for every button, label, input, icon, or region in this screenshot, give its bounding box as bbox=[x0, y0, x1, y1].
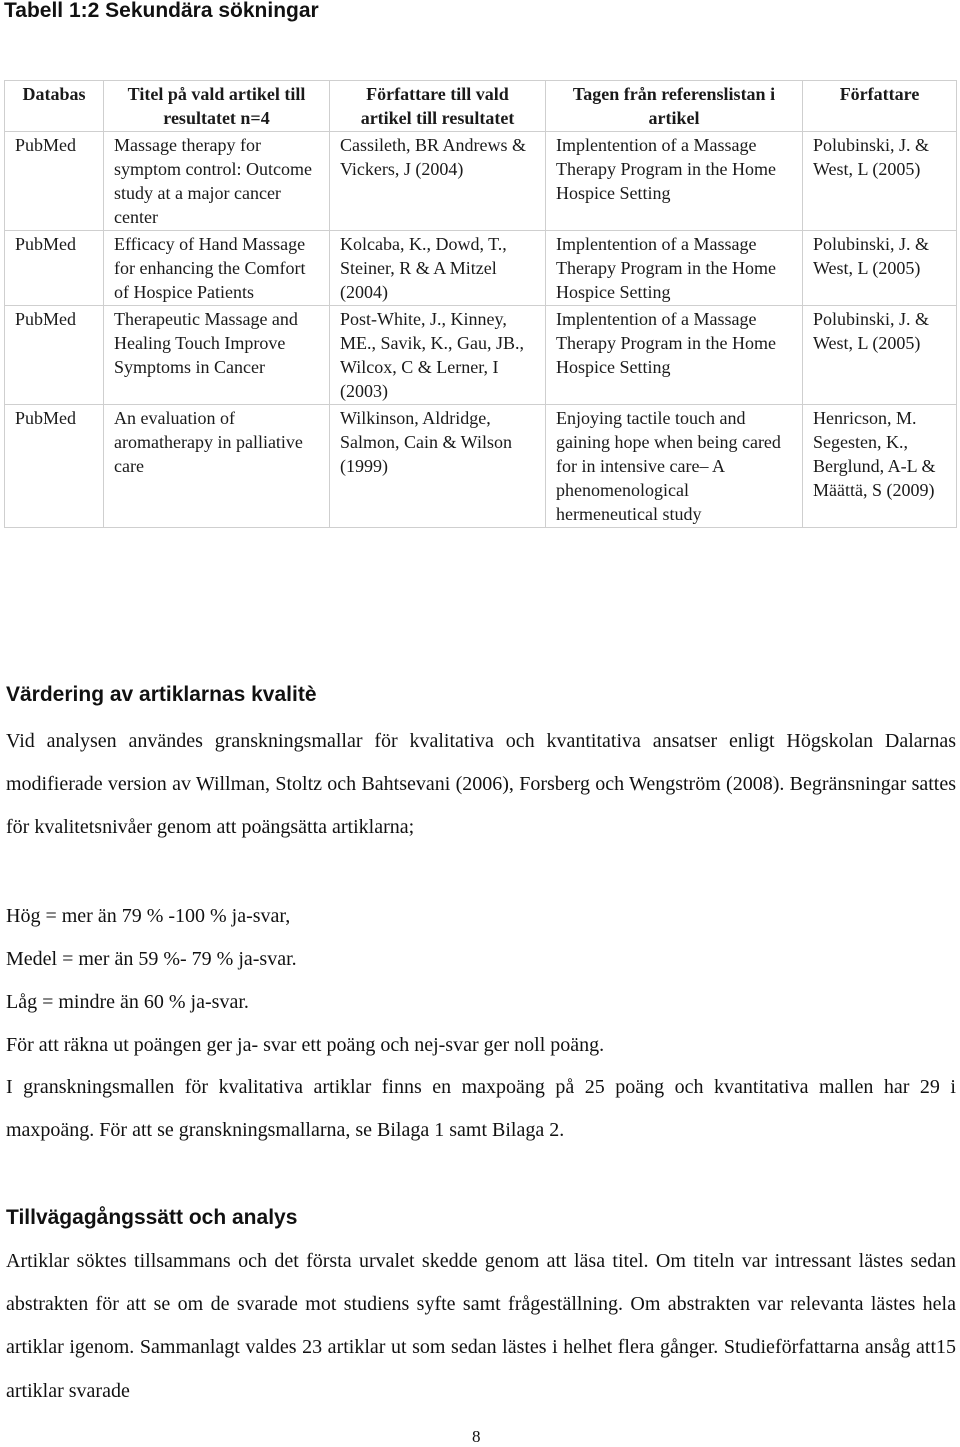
table-row bbox=[5, 405, 957, 528]
cell-database: PubMed bbox=[5, 405, 104, 528]
cell-authors: Post-White, J., Kinney, ME., Savik, K., Gau, JB., Wilcox, C & Lerner, I (2003) bbox=[330, 306, 546, 405]
cell-authors: Cassileth, BR Andrews & Vickers, J (2004) bbox=[330, 132, 546, 231]
cell-source: Implentention of a Massage Therapy Program in the Home Hospice Setting bbox=[546, 306, 803, 405]
procedure-heading: Tillvägagångssätt och analys bbox=[6, 1206, 298, 1229]
max-points-paragraph: I granskningsmallen för kvalitativa artiklar finns en maxpoäng på 25 poäng och kvantitativa mallen har 29 i maxpoäng. För att se granskningsmallarna, se Bilaga 1 samt Bilaga 2. bbox=[6, 1076, 956, 1142]
cell-source: Enjoying tactile touch and gaining hope when being cared for in intensive care– A phenomenological hermeneutical study bbox=[546, 405, 803, 528]
page-title: Tabell 1:2 Sekundära sökningar bbox=[4, 0, 319, 22]
cell-source-authors: Henricson, M. Segesten, K., Berglund, A-L & Määttä, S (2009) bbox=[803, 405, 957, 528]
cell-source-authors: Polubinski, J. & West, L (2005) bbox=[803, 132, 957, 231]
quality-paragraph: Vid analysen användes granskningsmallar för kvalitativa och kvantitativa ansatser enligt Högskolan Dalarnas modifierade version av Willman, Stoltz och Bahtsevani (2006), Forsberg och Wengström (2008). Begränsningar sattes för kvalitetsnivåer genom att poängsätta artiklarna; bbox=[6, 730, 956, 839]
table-row bbox=[5, 132, 957, 231]
table-row bbox=[5, 231, 957, 306]
cell-source: Implentention of a Massage Therapy Program in the Home Hospice Setting bbox=[546, 132, 803, 231]
points-note: För att räkna ut poängen ger ja- svar ett poäng och nej-svar ger noll poäng. bbox=[6, 1034, 605, 1056]
cell-database: PubMed bbox=[5, 132, 104, 231]
cell-authors: Kolcaba, K., Dowd, T., Steiner, R & A Mitzel (2004) bbox=[330, 231, 546, 306]
table-header-row bbox=[5, 81, 957, 132]
cell-title: Therapeutic Massage and Healing Touch Improve Symptoms in Cancer bbox=[104, 306, 330, 405]
page-number: 8 bbox=[472, 1427, 481, 1446]
table-row bbox=[5, 306, 957, 405]
quality-level-medium: Medel = mer än 59 %- 79 % ja-svar. bbox=[6, 948, 297, 970]
header-title: Titel på vald artikel till resultatet n=4 bbox=[104, 81, 330, 132]
quality-level-high: Hög = mer än 79 % -100 % ja-svar, bbox=[6, 905, 291, 927]
cell-title: Efficacy of Hand Massage for enhancing the Comfort of Hospice Patients bbox=[104, 231, 330, 306]
header-authors: Författare till vald artikel till resultatet bbox=[330, 81, 546, 132]
header-source-authors: Författare bbox=[803, 81, 957, 132]
cell-database: PubMed bbox=[5, 231, 104, 306]
header-source: Tagen från referenslistan i artikel bbox=[546, 81, 803, 132]
cell-title: Massage therapy for symptom control: Outcome study at a major cancer center bbox=[104, 132, 330, 231]
cell-database: PubMed bbox=[5, 306, 104, 405]
header-database: Databas bbox=[5, 81, 104, 132]
cell-source-authors: Polubinski, J. & West, L (2005) bbox=[803, 306, 957, 405]
quality-heading: Värdering av artiklarnas kvalitè bbox=[6, 683, 317, 706]
cell-title: An evaluation of aromatherapy in palliative care bbox=[104, 405, 330, 528]
secondary-searches-table bbox=[4, 80, 957, 528]
cell-source: Implentention of a Massage Therapy Program in the Home Hospice Setting bbox=[546, 231, 803, 306]
quality-level-low: Låg = mindre än 60 % ja-svar. bbox=[6, 991, 249, 1013]
cell-authors: Wilkinson, Aldridge, Salmon, Cain & Wilson (1999) bbox=[330, 405, 546, 528]
cell-source-authors: Polubinski, J. & West, L (2005) bbox=[803, 231, 957, 306]
procedure-paragraph: Artiklar söktes tillsammans och det första urvalet skedde genom att läsa titel. Om titeln var intressant lästes sedan abstrakten för att se om de svarade mot studiens syfte samt frågeställning. Om abstrakten var relevanta lästes hela artiklar igenom. Sammanlagt valdes 23 artiklar ut som sedan lästes i helhet flera gånger. Studieförfattarna ansåg att15 artiklar svarade bbox=[6, 1250, 956, 1402]
